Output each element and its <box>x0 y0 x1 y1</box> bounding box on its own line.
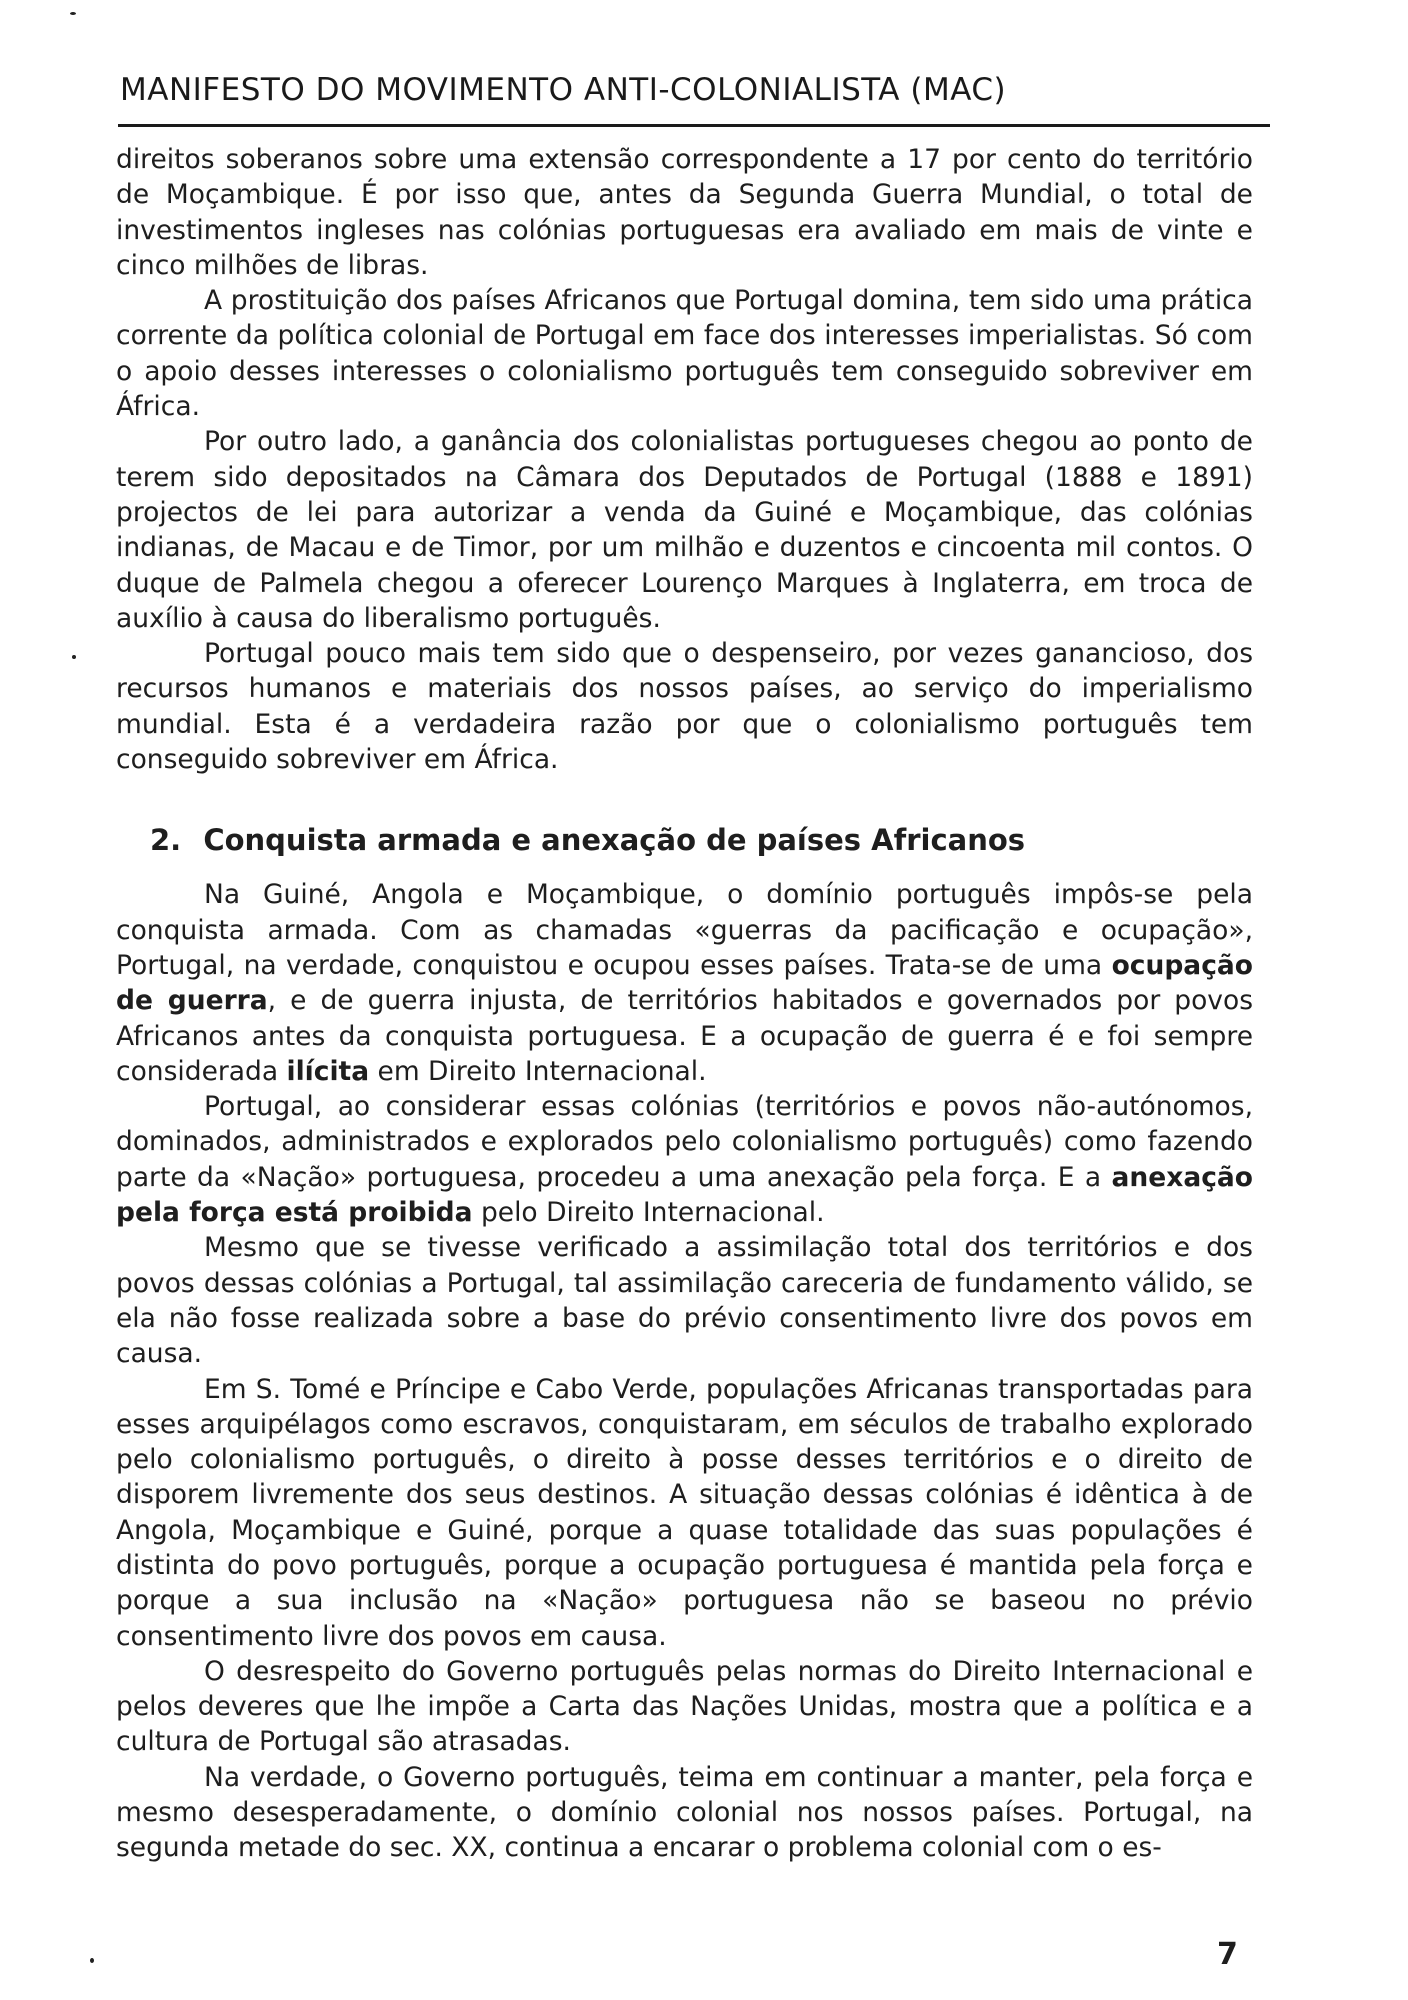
speck-mark <box>70 12 76 15</box>
paragraph-text: Em S. Tomé e Príncipe e Cabo Verde, populações Africanas transportadas para esses arquipélagos como escravos, conquistaram, em séculos de trabalho explorado pelo colonialismo português, o direito à posse desses territórios e o direito de disporem livremente dos seus destinos. A situação dessas colónias é idêntica à de Angola, Moçambique e Guiné, porque a quase totalidade das suas populações é distinta do povo português, porque a ocupação portuguesa é mantida pela força e porque a sua inclusão na «Nação» portuguesa não se baseou no prévio consentimento livre dos povos em causa. <box>116 1373 1253 1652</box>
paragraph-text: Mesmo que se tivesse verificado a assimilação total dos territórios e dos povos dessas colónias a Portugal, tal assimilação careceria de fundamento válido, se ela não fosse realizada sobre a base do prévio consentimento livre dos povos em causa. <box>116 1232 1253 1370</box>
paragraph <box>116 1760 1253 1866</box>
page-number: 7 <box>1217 1937 1238 1972</box>
paragraph-text: Portugal, ao considerar essas colónias (territórios e povos não-autónomos, dominados, administrados e explorados pelo colonialismo português) como fazendo parte da «Nação» portuguesa, procedeu a uma anexação pela força. E a <box>116 1091 1253 1193</box>
paragraph <box>116 142 1253 283</box>
paragraph <box>116 1372 1253 1654</box>
section-heading <box>150 821 1253 859</box>
speck-mark <box>90 1958 94 1963</box>
paragraph <box>116 283 1253 424</box>
emphasis-text: ilícita <box>286 1055 370 1087</box>
paragraph-text: Por outro lado, a ganância dos colonialistas portugueses chegou ao ponto de terem sido depositados na Câmara dos Deputados de Portugal (1888 e 1891) projectos de lei para autorizar a venda da Guiné e Moçambique, das colónias indianas, de Macau e de Timor, por um milhão e duzentos e cincoenta mil contos. O duque de Palmela chegou a oferecer Lourenço Marques à Inglaterra, em troca de auxílio à causa do liberalismo português. <box>116 426 1253 634</box>
paragraph-text: Na verdade, o Governo português, teima em continuar a manter, pela força e mesmo desesperadamente, o domínio colonial nos nossos países. Portugal, na segunda metade do sec. XX, continua a encarar o problema colonial com o es- <box>116 1761 1253 1864</box>
header-rule <box>118 124 1270 127</box>
body-text <box>116 142 1253 1866</box>
speck-mark <box>72 655 76 659</box>
paragraph-text: pelo Direito Internacional. <box>472 1197 825 1229</box>
paragraph <box>116 1230 1253 1371</box>
emphasis-text: ocupação de guerra <box>116 949 1253 1017</box>
paragraph-text: Portugal pouco mais tem sido que o despenseiro, por vezes ganancioso, dos recursos humanos e materiais dos nossos países, ao serviço do imperialismo mundial. Esta é a verdadeira razão por que o colonialismo português tem conseguido sobreviver em África. <box>116 638 1253 776</box>
paragraph-text: em Direito Internacional. <box>369 1055 707 1087</box>
intro-paragraphs <box>116 142 1253 777</box>
paragraph-text: direitos soberanos sobre uma extensão correspondente a 17 por cento do território de Moçambique. É por isso que, antes da Segunda Guerra Mundial, o total de investimentos ingleses nas colónias portuguesas era avaliado em mais de vinte e cinco milhões de libras. <box>116 144 1253 281</box>
paragraph <box>116 636 1253 777</box>
running-title: MANIFESTO DO MOVIMENTO ANTI-COLONIALISTA (MAC) <box>120 72 1007 108</box>
paragraph-text: , e de guerra injusta, de territórios habitados e governados por povos Africanos antes da conquista portuguesa. E a ocupação de guerra é e foi sempre considerada <box>116 985 1253 1087</box>
section-title: Conquista armada e anexação de países Africanos <box>203 823 1026 858</box>
paragraph <box>116 1654 1253 1760</box>
section-number: 2. <box>150 823 182 858</box>
paragraph <box>116 424 1253 636</box>
paragraph-text: A prostituição dos países Africanos que Portugal domina, tem sido uma prática corrente da política colonial de Portugal em face dos interesses imperialistas. Só com o apoio desses interesses o colonialismo português tem conseguido sobreviver em África. <box>116 285 1253 423</box>
paragraph <box>116 877 1253 1089</box>
paragraph-text: O desrespeito do Governo português pelas normas do Direito Internacional e pelos deveres que lhe impõe a Carta das Nações Unidas, mostra que a política e a cultura de Portugal são atrasadas. <box>116 1655 1253 1758</box>
section-paragraphs <box>116 877 1253 1865</box>
emphasis-text: anexação pela força está proibida <box>116 1161 1253 1229</box>
paragraph-text: Na Guiné, Angola e Moçambique, o domínio português impôs-se pela conquista armada. Com as chamadas «guerras da pacificação e ocupação», Portugal, na verdade, conquistou e ocupou esses países. Trata-se de uma <box>116 879 1253 981</box>
paragraph <box>116 1089 1253 1230</box>
